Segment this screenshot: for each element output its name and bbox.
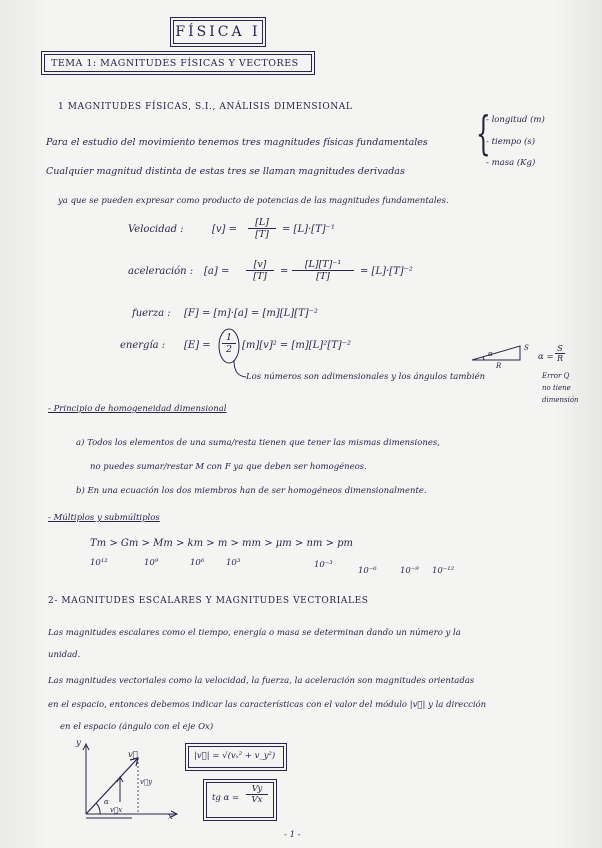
page-number: - 1 - [284, 830, 301, 840]
aceleracion-lhs: [a] = [204, 266, 230, 277]
power-mega: 10⁶ [190, 558, 205, 568]
section-2-heading: 2- MAGNITUDES ESCALARES Y MAGNITUDES VECTORIALES [48, 596, 369, 606]
page-title: FÍSICA I [173, 20, 263, 44]
fundamentals-brace: { [476, 106, 491, 160]
energia-lhs: [E] = [184, 340, 211, 351]
triangle-r-label: R [496, 362, 502, 370]
energia-half-numerator: 1 [222, 332, 236, 344]
velocidad-numerator: [L] [248, 217, 276, 229]
energia-half-denominator: 2 [225, 344, 233, 355]
principle-item-a-line-1: a) Todos los elementos de una suma/resta tienen que tener las mismas dimensiones, [76, 438, 440, 448]
side-note-2: no tiene [542, 384, 571, 392]
intro-line-1: Para el estudio del movimiento tenemos tres magnitudes físicas fundamentales [46, 137, 428, 148]
fuerza-expr: [F] = [m]·[a] = [m][L][T]⁻² [184, 308, 318, 319]
power-tera: 10¹² [90, 558, 108, 568]
tangent-denominator: Vx [251, 795, 263, 805]
power-micro: 10⁻⁶ [358, 566, 377, 576]
aceleracion-f2-numerator: [L][T]⁻¹ [292, 259, 354, 271]
principle-heading: - Principio de homogeneidad dimensional [48, 404, 227, 414]
tangent-numerator: Vy [246, 784, 268, 795]
aceleracion-f1-numerator: [v] [246, 259, 274, 271]
angle-formula-denominator: R [556, 354, 564, 363]
escalar-line-1: Las magnitudes escalares como el tiempo, energía o masa se determinan dando un número y la [48, 628, 461, 638]
fundamental-masa: - masa (Kg) [486, 158, 536, 168]
tangent-lhs: tg α = [212, 793, 240, 803]
principle-item-a-line-2: no puedes sumar/restar M con F ya que deben ser homogéneos. [90, 462, 367, 472]
graph-alpha-label: α [104, 798, 109, 806]
angle-formula-lhs: α = [538, 352, 554, 362]
power-kilo: 10³ [226, 558, 241, 568]
velocidad-lhs: [v] = [212, 224, 238, 235]
aceleracion-f2-denominator: [T] [316, 271, 330, 282]
side-note-1: Error Q [542, 372, 570, 380]
graph-vx-label: v⃗x [110, 806, 123, 814]
units-line: Tm > Gm > Mm > km > m > mm > μm > nm > pm [90, 538, 354, 549]
energia-label: energía : [120, 340, 166, 351]
power-milli: 10⁻³ [314, 560, 333, 570]
principle-item-b: b) En una ecuación los dos miembros han de ser homogéneos dimensionalmente. [76, 486, 427, 496]
velocidad-rhs: = [L]·[T]⁻¹ [282, 224, 335, 235]
aceleracion-label: aceleración : [128, 266, 194, 277]
intro-line-3: ya que se pueden expresar como producto de potencias de las magnitudes fundamentales. [58, 196, 449, 206]
triangle-s-label: S [524, 344, 529, 352]
fundamental-longitud: - longitud (m) [486, 115, 545, 125]
graph-y-label: y [76, 738, 81, 748]
power-pico: 10⁻¹² [432, 566, 455, 576]
fuerza-label: fuerza : [132, 308, 171, 319]
velocidad-fraction [248, 217, 276, 240]
fundamental-tiempo: - tiempo (s) [486, 137, 536, 147]
triangle-alpha-label: α [488, 350, 493, 358]
note-adimensional: Los números son adimensionales y los ángulos también [246, 372, 486, 382]
modulo-formula: |v⃗| = √(vₓ² + v_y²) [194, 751, 276, 761]
angle-formula-numerator: S [555, 344, 565, 354]
topic-title: TEMA 1: MAGNITUDES FÍSICAS Y VECTORES [44, 54, 312, 72]
intro-line-2: Cualquier magnitud distinta de estas tres se llaman magnitudes derivadas [46, 166, 405, 177]
aceleracion-fraction-2 [292, 259, 354, 282]
aceleracion-fraction-1 [246, 259, 274, 282]
energia-expr: [m][v]² = [m][L]²[T]⁻² [242, 340, 351, 351]
energia-half-circle [217, 328, 243, 364]
velocidad-label: Velocidad : [128, 224, 184, 235]
tangent-fraction [246, 784, 268, 805]
multiples-heading: - Múltiplos y submúltiplos [48, 513, 160, 523]
power-nano: 10⁻⁹ [400, 566, 419, 576]
angle-triangle [470, 340, 530, 364]
escalar-line-2: unidad. [48, 650, 81, 660]
aceleracion-equals: = [280, 266, 289, 277]
vector-line-3: en el espacio (ángulo con el eje Ox) [60, 722, 214, 732]
power-giga: 10⁹ [144, 558, 159, 568]
velocidad-denominator: [T] [255, 229, 269, 240]
angle-formula-fraction [555, 344, 565, 363]
graph-x-label: x [168, 812, 173, 822]
aceleracion-rhs: = [L]·[T]⁻² [360, 266, 413, 277]
graph-v-label: v⃗ [128, 750, 138, 760]
side-note-3: dimensión [542, 396, 579, 404]
aceleracion-f1-denominator: [T] [253, 271, 267, 282]
graph-vy-label: v⃗y [140, 778, 153, 786]
section-1-heading: 1 MAGNITUDES FÍSICAS, S.I., ANÁLISIS DIMENSIONAL [58, 102, 353, 112]
vector-line-1: Las magnitudes vectoriales como la velocidad, la fuerza, la aceleración son magnitudes orientadas [48, 676, 475, 686]
vector-line-2: en el espacio, entonces debemos indicar las características con el valor del módulo |v⃗| y la dirección [48, 700, 487, 710]
